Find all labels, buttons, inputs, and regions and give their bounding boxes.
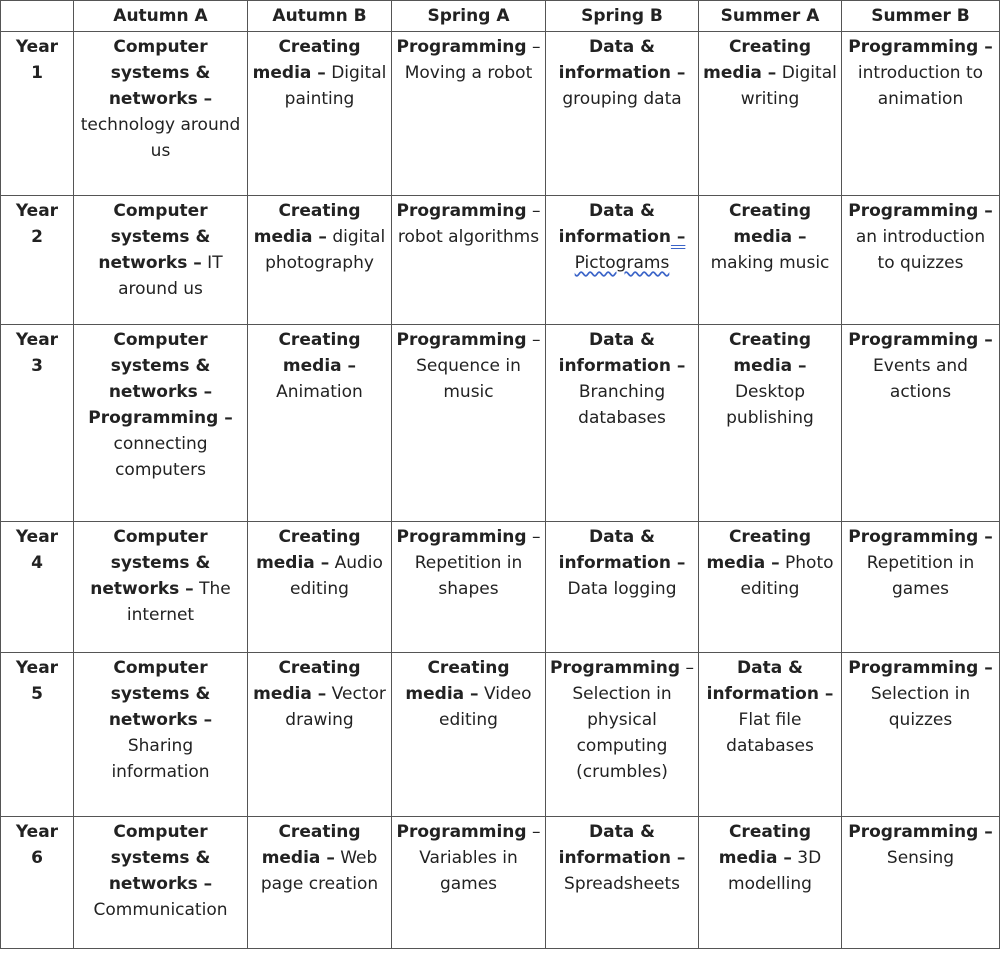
unit-detail: making music — [710, 253, 830, 273]
year-number: 1 — [31, 63, 43, 83]
table-row-year-6 — [1, 817, 1000, 949]
subject-name: Programming — [396, 201, 527, 221]
subject-name: Programming — [396, 330, 527, 350]
subject-name: Programming — [396, 822, 527, 842]
table-cell — [392, 32, 546, 196]
subject-name: Programming – — [848, 658, 993, 678]
subject-name: Creating media – — [728, 330, 812, 376]
unit-detail: Communication — [93, 900, 228, 920]
subject-name: Data & information – — [558, 822, 686, 868]
column-header-autumn-b: Autumn B — [248, 1, 392, 32]
unit-detail: Digital writing — [740, 63, 837, 109]
subject-name: Programming – — [848, 527, 993, 547]
table-cell — [248, 196, 392, 325]
year-label: Year — [15, 527, 59, 547]
subject-name: Creating media – — [278, 330, 361, 376]
table-cell — [392, 817, 546, 949]
table-cell — [392, 522, 546, 653]
column-header-summer-b: Summer B — [842, 1, 1000, 32]
unit-detail: Photo editing — [740, 553, 834, 599]
unit-detail: Vector drawing — [285, 684, 386, 730]
table-cell — [546, 653, 699, 817]
table-cell — [699, 653, 842, 817]
year-label: Year — [15, 658, 59, 678]
unit-detail: technology around us — [80, 115, 241, 161]
table-cell — [392, 325, 546, 522]
subject-name: Data & information – — [558, 330, 686, 376]
unit-detail: Selection in quizzes — [870, 684, 971, 730]
subject-name: Computer systems & networks – — [90, 527, 211, 599]
subject-name: Creating media – — [252, 37, 361, 83]
year-number: 6 — [31, 848, 43, 868]
table-cell — [74, 522, 248, 653]
table-cell — [842, 32, 1000, 196]
table-cell — [842, 522, 1000, 653]
unit-detail: Sensing — [886, 848, 955, 868]
year-number: 4 — [31, 553, 43, 573]
subject-name: Computer systems & networks – — [108, 822, 213, 894]
table-row-year-3 — [1, 325, 1000, 522]
unit-detail: IT around us — [118, 253, 223, 299]
row-header-year-1 — [1, 32, 74, 196]
unit-detail: Pictograms — [574, 253, 670, 273]
unit-detail: Flat file databases — [726, 710, 814, 756]
row-header-year-3 — [1, 325, 74, 522]
table-cell — [842, 325, 1000, 522]
subject-name: Computer systems & networks – — [98, 201, 211, 273]
subject-name: Programming — [550, 658, 681, 678]
subject-name: Creating media – — [703, 37, 812, 83]
subject-name: Programming — [396, 527, 527, 547]
table-cell — [74, 325, 248, 522]
unit-detail: The internet — [126, 579, 231, 625]
unit-detail: Digital painting — [284, 63, 387, 109]
unit-detail: – Moving a robot — [404, 37, 541, 83]
unit-detail: – Repetition in shapes — [414, 527, 541, 599]
subject-name: Programming – — [848, 822, 993, 842]
table-cell — [74, 653, 248, 817]
table-cell — [842, 196, 1000, 325]
unit-detail: – Variables in games — [419, 822, 541, 894]
unit-detail: digital photography — [265, 227, 386, 273]
unit-detail: Web page creation — [260, 848, 379, 894]
year-label: Year — [15, 822, 59, 842]
unit-detail: introduction to animation — [857, 63, 984, 109]
unit-detail: – robot algorithms — [397, 201, 541, 247]
unit-detail: Spreadsheets — [564, 874, 680, 894]
unit-detail: Data logging — [567, 579, 677, 599]
table-cell — [546, 32, 699, 196]
row-header-year-6 — [1, 817, 74, 949]
unit-detail: Sharing information — [111, 736, 210, 782]
table-cell — [74, 32, 248, 196]
unit-detail: grouping data — [562, 89, 682, 109]
unit-detail: Branching databases — [578, 382, 666, 428]
unit-detail: Desktop publishing — [726, 382, 814, 428]
table-row-year-1 — [1, 32, 1000, 196]
table-cell — [392, 653, 546, 817]
table-cell — [248, 325, 392, 522]
table-cell — [842, 817, 1000, 949]
row-header-year-4 — [1, 522, 74, 653]
column-header-spring-b: Spring B — [546, 1, 699, 32]
column-header-summer-a: Summer A — [699, 1, 842, 32]
table-row-year-4 — [1, 522, 1000, 653]
unit-detail: Events and actions — [873, 356, 968, 402]
header-row — [1, 1, 1000, 32]
unit-detail: connecting computers — [113, 434, 208, 480]
column-header-autumn-a: Autumn A — [74, 1, 248, 32]
subject-name: Creating media – — [405, 658, 510, 704]
unit-detail: an introduction to quizzes — [855, 227, 986, 273]
column-header-spring-a: Spring A — [392, 1, 546, 32]
subject-name: Programming – — [848, 201, 993, 221]
subject-dash: – — [670, 227, 686, 247]
subject-name: Creating media – — [728, 201, 812, 247]
subject-name: Creating media – — [256, 527, 361, 573]
subject-name: Programming — [396, 37, 527, 57]
year-number: 2 — [31, 227, 43, 247]
table-cell — [74, 817, 248, 949]
year-label: Year — [15, 201, 59, 221]
table-cell — [546, 325, 699, 522]
table-cell — [546, 522, 699, 653]
unit-detail: Repetition in games — [866, 553, 975, 599]
table-row-year-2 — [1, 196, 1000, 325]
subject-name: Data & information — [558, 201, 671, 247]
subject-name: Data & information – — [558, 37, 686, 83]
table-cell — [546, 817, 699, 949]
subject-name: Creating media – — [253, 201, 361, 247]
table-cell — [699, 325, 842, 522]
table-cell — [74, 196, 248, 325]
unit-detail: 3D modelling — [728, 848, 822, 894]
subject-name: Creating media – — [706, 527, 812, 573]
table-cell — [392, 196, 546, 325]
subject-name: Computer systems & networks – — [108, 658, 213, 730]
subject-name: Computer systems & networks – Programming – — [88, 330, 233, 428]
row-header-year-5 — [1, 653, 74, 817]
subject-name: Programming – — [848, 330, 993, 350]
unit-detail: Audio editing — [290, 553, 383, 599]
table-cell — [248, 653, 392, 817]
table-cell — [546, 196, 699, 325]
subject-name: Data & information – — [558, 527, 686, 573]
table-cell — [699, 32, 842, 196]
year-number: 3 — [31, 356, 43, 376]
subject-name: Creating media – — [718, 822, 812, 868]
table-cell — [248, 32, 392, 196]
year-label: Year — [15, 37, 59, 57]
table-row-year-5 — [1, 653, 1000, 817]
subject-name: Programming – — [848, 37, 993, 57]
table-cell — [248, 817, 392, 949]
table-cell — [248, 522, 392, 653]
subject-name: Computer systems & networks – — [108, 37, 213, 109]
unit-detail: Animation — [276, 382, 363, 402]
table-cell — [842, 653, 1000, 817]
unit-detail: – Selection in physical computing (crumbles) — [572, 658, 694, 782]
unit-detail: – Sequence in music — [416, 330, 541, 402]
year-number: 5 — [31, 684, 43, 704]
table-cell — [699, 522, 842, 653]
subject-name: Creating media – — [261, 822, 361, 868]
table-cell — [699, 817, 842, 949]
year-label: Year — [15, 330, 59, 350]
table-cell — [699, 196, 842, 325]
unit-detail: Video editing — [439, 684, 532, 730]
subject-name: Data & information – — [706, 658, 834, 704]
subject-name: Creating media – — [253, 658, 361, 704]
row-header-year-2 — [1, 196, 74, 325]
corner-cell — [1, 1, 74, 32]
